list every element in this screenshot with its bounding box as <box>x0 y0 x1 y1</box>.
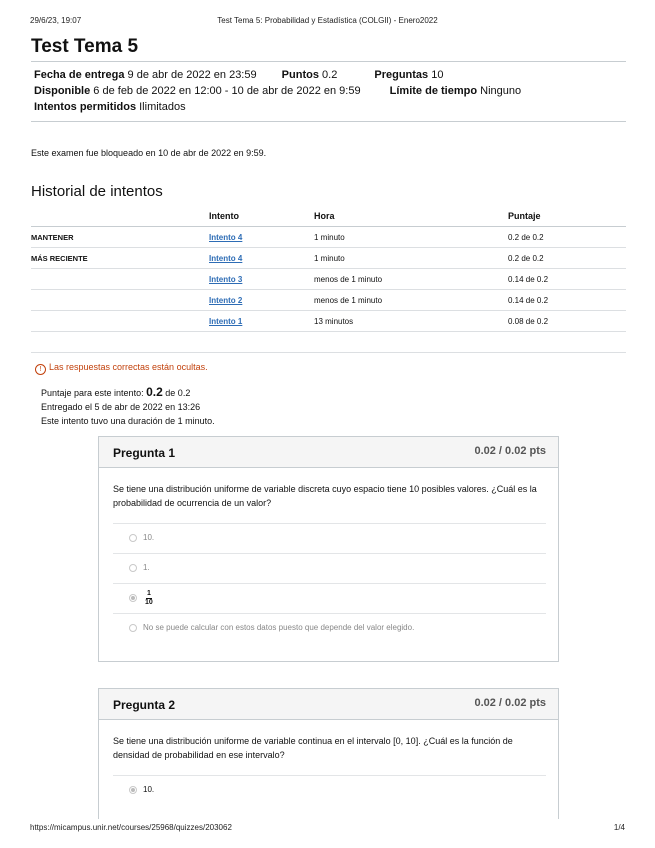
col-header-score: Puntaje <box>508 207 626 227</box>
radio-button[interactable] <box>129 564 137 572</box>
radio-button-selected[interactable] <box>129 786 137 794</box>
questions-label: Preguntas <box>374 69 429 81</box>
meta-row-3 <box>34 101 186 113</box>
answer-text: 10. <box>143 533 155 542</box>
radio-button-selected[interactable] <box>129 594 137 602</box>
page-number: 1/4 <box>613 823 625 832</box>
attempts-value: Ilimitados <box>139 101 186 113</box>
answer-text: 10. <box>143 785 155 794</box>
answer-list <box>113 523 546 643</box>
print-date: 29/6/23, 19:07 <box>30 16 82 25</box>
answer-option[interactable] <box>113 523 546 553</box>
hidden-answers-warning <box>35 362 208 375</box>
answer-option[interactable] <box>113 583 546 613</box>
points-value: 0.2 <box>322 69 338 81</box>
row-label <box>31 269 209 290</box>
attempt-link[interactable]: Intento 4 <box>209 232 243 242</box>
attempts-label: Intentos permitidos <box>34 101 137 113</box>
table-row <box>31 269 626 290</box>
warning-icon: ! <box>35 364 46 375</box>
question-text: Se tiene una distribución uniforme de variable continua en el intervalo [0, 10]. ¿Cuál es la función de densidad de probabilidad en ese intervalo? <box>113 736 513 760</box>
attempt-link[interactable]: Intento 1 <box>209 316 243 326</box>
question-header <box>99 437 558 468</box>
divider <box>31 61 626 62</box>
available-value: 6 de feb de 2022 en 12:00 - 10 de abr de 2022 en 9:59 <box>93 85 361 97</box>
score-suffix: de 0.2 <box>165 388 191 398</box>
row-label: MÁS RECIENTE <box>31 248 209 269</box>
submitted-date: Entregado el 5 de abr de 2022 en 13:26 <box>41 402 201 412</box>
available-label: Disponible <box>34 85 91 97</box>
time-limit-label: Límite de tiempo <box>389 85 478 97</box>
warning-text: Las respuestas correctas están ocultas. <box>49 362 208 372</box>
answer-list <box>113 775 546 805</box>
attempt-score: 0.2 de 0.2 <box>508 227 626 248</box>
score-prefix: Puntaje para este intento: <box>41 388 144 398</box>
divider <box>31 121 626 122</box>
col-header-label <box>31 207 209 227</box>
time-limit-value: Ninguno <box>480 85 522 97</box>
history-table <box>31 207 626 353</box>
history-header-row <box>31 207 626 227</box>
answer-option[interactable] <box>113 613 546 643</box>
question-text: Se tiene una distribución uniforme de variable discreta cuyo espacio tiene 10 posibles valores. ¿Cuál es la probabilidad de ocurrencia de un valor? <box>113 484 537 508</box>
print-url: https://micampus.unir.net/courses/25968/quizzes/203062 <box>30 823 232 832</box>
attempt-score: 0.14 de 0.2 <box>508 290 626 311</box>
attempt-score <box>41 385 190 399</box>
due-value: 9 de abr de 2022 en 23:59 <box>127 69 257 81</box>
radio-button[interactable] <box>129 534 137 542</box>
radio-button[interactable] <box>129 624 137 632</box>
table-row <box>31 290 626 311</box>
locked-notice: Este examen fue bloqueado en 10 de abr de 2022 en 9:59. <box>31 148 267 158</box>
question-title: Pregunta 1 <box>113 446 176 460</box>
attempt-duration: Este intento tuvo una duración de 1 minuto. <box>41 416 215 426</box>
row-label: MANTENER <box>31 227 209 248</box>
attempt-time: 1 minuto <box>314 248 508 269</box>
attempt-link[interactable]: Intento 3 <box>209 274 243 284</box>
row-label <box>31 290 209 311</box>
due-label: Fecha de entrega <box>34 69 125 81</box>
attempt-time: menos de 1 minuto <box>314 269 508 290</box>
history-title: Historial de intentos <box>31 183 163 200</box>
table-row <box>31 332 626 353</box>
score-value: 0.2 <box>146 385 163 399</box>
attempt-score: 0.2 de 0.2 <box>508 248 626 269</box>
question-points: 0.02 / 0.02 pts <box>474 445 546 457</box>
attempt-time: menos de 1 minuto <box>314 290 508 311</box>
answer-text: No se puede calcular con estos datos puesto que depende del valor elegido. <box>143 623 415 632</box>
meta-row-1 <box>34 69 443 81</box>
attempt-time: 1 minuto <box>314 227 508 248</box>
attempt-link[interactable]: Intento 2 <box>209 295 243 305</box>
meta-row-2 <box>34 85 521 97</box>
points-label: Puntos <box>281 69 319 81</box>
answer-text: 1. <box>143 563 150 572</box>
question-points: 0.02 / 0.02 pts <box>474 697 546 709</box>
answer-option[interactable] <box>113 775 546 805</box>
attempt-score: 0.08 de 0.2 <box>508 311 626 332</box>
question-title: Pregunta 2 <box>113 698 176 712</box>
question-card <box>98 436 559 662</box>
table-row <box>31 311 626 332</box>
fraction <box>145 590 153 607</box>
attempt-link[interactable]: Intento 4 <box>209 253 243 263</box>
fraction-denominator: 10 <box>145 599 153 606</box>
col-header-attempt: Intento <box>209 207 314 227</box>
table-row <box>31 227 626 248</box>
questions-value: 10 <box>431 69 444 81</box>
print-title: Test Tema 5: Probabilidad y Estadística (COLGII) - Enero2022 <box>217 16 438 25</box>
answer-option[interactable] <box>113 553 546 583</box>
question-card <box>98 688 559 819</box>
col-header-time: Hora <box>314 207 508 227</box>
row-label <box>31 311 209 332</box>
attempt-score: 0.14 de 0.2 <box>508 269 626 290</box>
table-row <box>31 248 626 269</box>
fraction-numerator: 1 <box>146 590 151 597</box>
question-header <box>99 689 558 720</box>
page-title: Test Tema 5 <box>31 36 139 57</box>
attempt-time: 13 minutos <box>314 311 508 332</box>
